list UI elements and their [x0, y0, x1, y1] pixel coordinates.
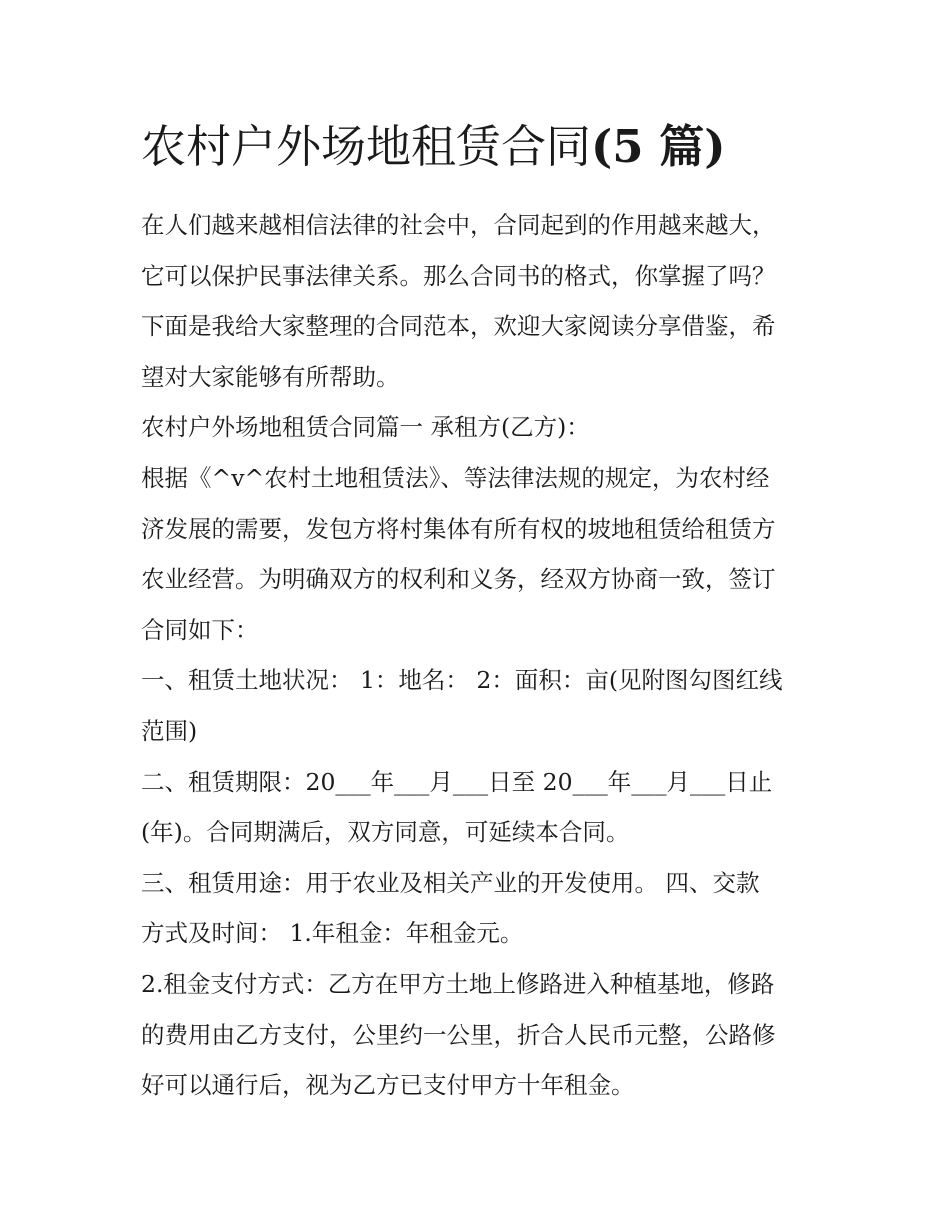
- body-line: 下面是我给大家整理的合同范本，欢迎大家阅读分享借鉴，希: [141, 312, 776, 341]
- document-body: [141, 200, 821, 1111]
- clause-line: 范围): [141, 716, 198, 745]
- document-title-main: 农村户外场地租赁合同: [141, 120, 592, 173]
- clause-line: 的费用由乙方支付，公里约一公里，折合人民币元整，公路修: [141, 1020, 776, 1049]
- clause-line: (年)。合同期满后，双方同意，可延续本合同。: [141, 818, 630, 847]
- body-line: 农业经营。为明确双方的权利和义务，经双方协商一致，签订: [141, 565, 776, 594]
- body-line: 望对大家能够有所帮助。: [141, 362, 400, 391]
- document-title-suffix: (5 篇): [591, 120, 726, 173]
- body-line: 济发展的需要，发包方将村集体有所有权的坡地租赁给租赁方: [141, 514, 776, 543]
- clause-line: 一、租赁土地状况： 1：地名： 2：面积：亩(见附图勾图红线: [141, 666, 783, 695]
- body-line: 它可以保护民事法律关系。那么合同书的格式，你掌握了吗？: [141, 261, 776, 290]
- body-line: 合同如下：: [141, 615, 259, 644]
- body-line: 根据《^v^农村土地租赁法》、等法律法规的规定，为农村经: [141, 463, 770, 492]
- clause-line: 方式及时间： 1.年租金：年租金元。: [141, 919, 524, 948]
- document-title: [141, 116, 841, 178]
- body-line: 在人们越来越相信法律的社会中，合同起到的作用越来越大，: [141, 211, 776, 239]
- clause-line: 好可以通行后，视为乙方已支付甲方十年租金。: [141, 1071, 635, 1100]
- clause-line: 二、租赁期限：20___年___月___日至 20___年___月___日止: [141, 767, 773, 796]
- clause-line: 2.租金支付方式：乙方在甲方土地上修路进入种植基地，修路: [141, 969, 775, 998]
- section-heading-line: 农村户外场地租赁合同篇一 承租方(乙方)：: [141, 413, 590, 442]
- clause-line: 三、租赁用途：用于农业及相关产业的开发使用。 四、交款: [141, 868, 760, 897]
